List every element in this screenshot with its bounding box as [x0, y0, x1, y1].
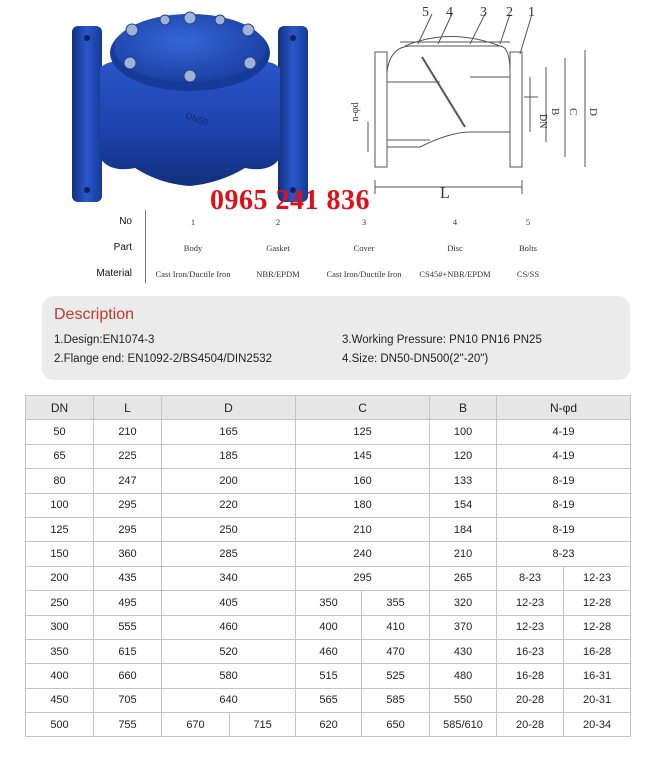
cell-b: 320 — [430, 591, 497, 615]
cell-d: 640 — [162, 688, 296, 712]
parts-header-material: Material — [96, 268, 132, 279]
header-dn: DN — [26, 396, 94, 420]
cell-l: 435 — [94, 566, 162, 590]
diagram-label-1: 1 — [528, 5, 535, 20]
cell-c: 350 — [296, 591, 362, 615]
dimensions-table — [25, 395, 631, 737]
parts-material: NBR/EPDM — [256, 269, 300, 279]
svg-text:DN50: DN50 — [184, 110, 210, 128]
cell-c: 295 — [296, 566, 430, 590]
cell-d: 460 — [162, 615, 296, 639]
parts-name: Bolts — [519, 243, 537, 253]
description-design: 1.Design:EN1074-3 — [54, 334, 155, 346]
cell-b: 430 — [430, 639, 497, 663]
description-working-pressure: 3.Working Pressure: PN10 PN16 PN25 — [342, 334, 542, 346]
parts-material: CS45#+NBR/EPDM — [419, 269, 491, 279]
table-row — [26, 591, 631, 615]
parts-no: 3 — [361, 217, 367, 227]
cell-dn: 500 — [26, 713, 94, 737]
cell-dn: 250 — [26, 591, 94, 615]
parts-name: Body — [183, 243, 203, 253]
cell-l: 555 — [94, 615, 162, 639]
cell-n-phi-d: 4-19 — [497, 420, 631, 444]
cell-n-phi-d: 20-34 — [564, 713, 631, 737]
cell-c: 355 — [362, 591, 430, 615]
cell-b: 550 — [430, 688, 497, 712]
cell-d: 715 — [230, 713, 296, 737]
diagram-label-4: 4 — [446, 5, 453, 20]
parts-material: Cast Iron/Ductile Iron — [155, 269, 231, 279]
cell-b: 100 — [430, 420, 497, 444]
table-row — [26, 517, 631, 541]
table-row — [26, 713, 631, 737]
cell-b: 184 — [430, 517, 497, 541]
cell-b: 210 — [430, 542, 497, 566]
parts-no: 1 — [190, 217, 196, 227]
cell-l: 360 — [94, 542, 162, 566]
cell-b: 265 — [430, 566, 497, 590]
diagram-label-2: 2 — [506, 5, 513, 20]
cell-l: 295 — [94, 493, 162, 517]
cell-d: 220 — [162, 493, 296, 517]
header-b: B — [430, 396, 497, 420]
cell-c: 240 — [296, 542, 430, 566]
parts-name: Disc — [447, 243, 463, 253]
cell-b: 154 — [430, 493, 497, 517]
cell-d: 250 — [162, 517, 296, 541]
parts-header-no: No — [119, 216, 132, 227]
cell-c: 460 — [296, 639, 362, 663]
cell-dn: 125 — [26, 517, 94, 541]
cell-d: 285 — [162, 542, 296, 566]
cell-l: 247 — [94, 469, 162, 493]
cell-d: 200 — [162, 469, 296, 493]
parts-name: Cover — [353, 243, 375, 253]
cell-b: 370 — [430, 615, 497, 639]
cell-n-phi-d: 16-28 — [497, 664, 564, 688]
cell-n-phi-d: 12-23 — [497, 591, 564, 615]
cell-n-phi-d: 8-19 — [497, 493, 631, 517]
cell-n-phi-d: 8-19 — [497, 517, 631, 541]
table-row — [26, 469, 631, 493]
cell-c: 620 — [296, 713, 362, 737]
diagram-label-d: D — [587, 108, 599, 116]
diagram-label-nphid: n-φd — [350, 102, 361, 122]
table-row — [26, 639, 631, 663]
cell-dn: 150 — [26, 542, 94, 566]
diagram-label-5: 5 — [422, 5, 429, 20]
diagram-label-c: C — [567, 108, 579, 116]
cell-l: 210 — [94, 420, 162, 444]
header-c: C — [296, 396, 430, 420]
cell-l: 495 — [94, 591, 162, 615]
cell-b: 585/610 — [430, 713, 497, 737]
cell-n-phi-d: 8-23 — [497, 542, 631, 566]
table-row — [26, 566, 631, 590]
diagram-label-l: L — [440, 185, 450, 202]
cell-c: 585 — [362, 688, 430, 712]
cell-c: 410 — [362, 615, 430, 639]
cell-n-phi-d: 16-23 — [497, 639, 564, 663]
cell-n-phi-d: 4-19 — [497, 444, 631, 468]
parts-material: CS/SS — [516, 269, 540, 279]
table-row — [26, 420, 631, 444]
cell-d: 580 — [162, 664, 296, 688]
cell-c: 210 — [296, 517, 430, 541]
cell-n-phi-d: 20-28 — [497, 713, 564, 737]
table-row — [26, 615, 631, 639]
table-header-row — [26, 396, 631, 420]
cell-l: 660 — [94, 664, 162, 688]
table-row — [26, 444, 631, 468]
description-title: Description — [54, 306, 135, 323]
cell-dn: 65 — [26, 444, 94, 468]
parts-header-part: Part — [113, 242, 132, 253]
cell-n-phi-d: 12-23 — [564, 566, 631, 590]
parts-no: 2 — [275, 217, 281, 227]
diagram-label-b: B — [549, 108, 561, 116]
cell-d: 165 — [162, 420, 296, 444]
cell-n-phi-d: 8-23 — [497, 566, 564, 590]
cell-dn: 100 — [26, 493, 94, 517]
cell-c: 160 — [296, 469, 430, 493]
cell-n-phi-d: 20-28 — [497, 688, 564, 712]
description-size: 4.Size: DN50-DN500(2"-20") — [342, 353, 489, 365]
parts-no: 4 — [452, 217, 458, 227]
diagram-label-3: 3 — [480, 5, 487, 20]
cell-n-phi-d: 16-31 — [564, 664, 631, 688]
valve-product-image — [70, 8, 310, 208]
cell-n-phi-d: 12-23 — [497, 615, 564, 639]
header-l: L — [94, 396, 162, 420]
cell-l: 225 — [94, 444, 162, 468]
table-row — [26, 688, 631, 712]
cell-dn: 80 — [26, 469, 94, 493]
cell-d: 520 — [162, 639, 296, 663]
cell-dn: 350 — [26, 639, 94, 663]
cell-c: 525 — [362, 664, 430, 688]
cell-d: 405 — [162, 591, 296, 615]
cell-c: 650 — [362, 713, 430, 737]
cell-l: 705 — [94, 688, 162, 712]
cell-l: 755 — [94, 713, 162, 737]
description-flange-end: 2.Flange end: EN1092-2/BS4504/DIN2532 — [54, 353, 273, 365]
cell-dn: 200 — [26, 566, 94, 590]
diagram-label-dn: DN — [537, 114, 548, 129]
table-row — [26, 493, 631, 517]
cell-c: 470 — [362, 639, 430, 663]
phone-number-watermark: 0965 241 836 — [210, 185, 370, 216]
cell-b: 120 — [430, 444, 497, 468]
parts-material: Cast Iron/Ductile Iron — [326, 269, 402, 279]
cell-c: 180 — [296, 493, 430, 517]
cell-n-phi-d: 12-28 — [564, 591, 631, 615]
cell-n-phi-d: 8-19 — [497, 469, 631, 493]
cell-n-phi-d: 16-28 — [564, 639, 631, 663]
cell-n-phi-d: 12-28 — [564, 615, 631, 639]
cell-c: 125 — [296, 420, 430, 444]
parts-no: 5 — [525, 217, 531, 227]
cell-n-phi-d: 20-31 — [564, 688, 631, 712]
cell-dn: 450 — [26, 688, 94, 712]
cell-c: 565 — [296, 688, 362, 712]
cell-l: 615 — [94, 639, 162, 663]
cell-dn: 400 — [26, 664, 94, 688]
cell-d: 670 — [162, 713, 230, 737]
cell-b: 480 — [430, 664, 497, 688]
parts-divider — [145, 210, 146, 283]
valve-section-diagram — [350, 2, 610, 207]
parts-name: Gasket — [266, 243, 290, 253]
cell-c: 400 — [296, 615, 362, 639]
cell-c: 145 — [296, 444, 430, 468]
cell-dn: 50 — [26, 420, 94, 444]
cell-l: 295 — [94, 517, 162, 541]
header-n-phi-d: N-φd — [497, 396, 631, 420]
header-d: D — [162, 396, 296, 420]
table-row — [26, 542, 631, 566]
cell-b: 133 — [430, 469, 497, 493]
cell-dn: 300 — [26, 615, 94, 639]
cell-c: 515 — [296, 664, 362, 688]
cell-d: 185 — [162, 444, 296, 468]
table-row — [26, 664, 631, 688]
cell-d: 340 — [162, 566, 296, 590]
